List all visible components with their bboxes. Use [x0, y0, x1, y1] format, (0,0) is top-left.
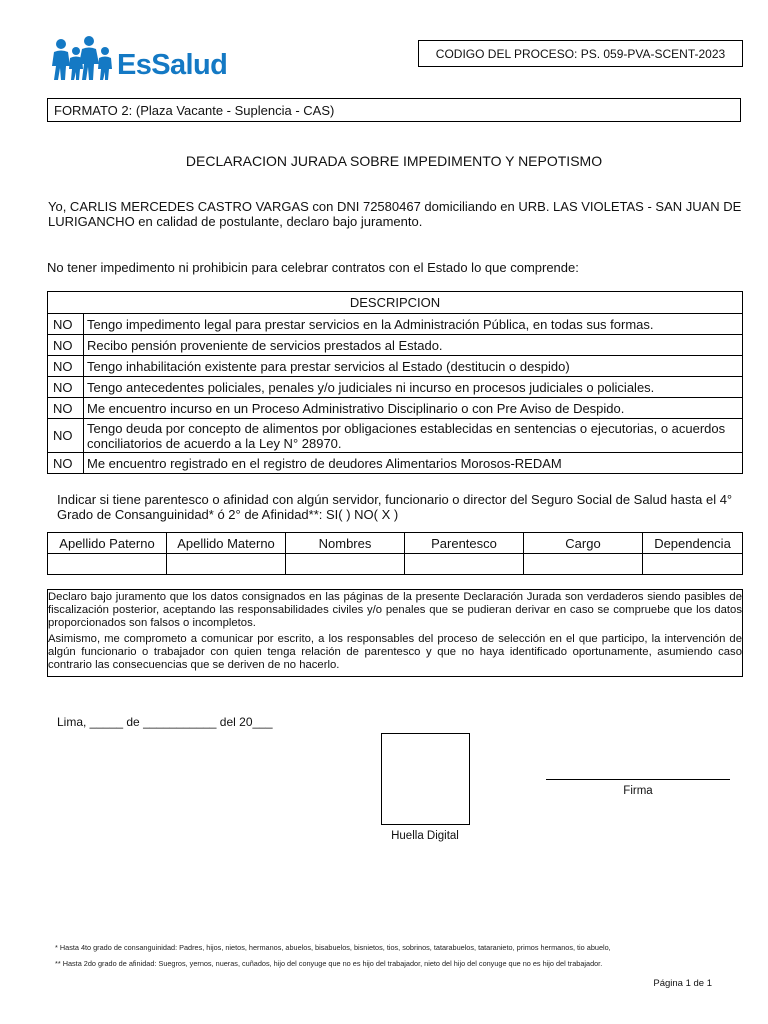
table-row — [48, 554, 743, 575]
table-cell — [643, 554, 743, 575]
column-header: Nombres — [286, 533, 405, 554]
declaracion-paragraph: Asimismo, me comprometo a comunicar por escrito, a los responsables del proceso de selección en el que participo, la intervención de algún funcionario o trabajador con quien tenga relación de parentesco y que no haya identificado oportunamente, asumiendo caso contrario las consecuencias que se deriven de no hacerlo. — [48, 633, 742, 671]
description-cell: Tengo antecedentes policiales, penales y/o judiciales ni incurso en procesos judiciales o policiales. — [84, 377, 743, 398]
answer-cell: NO — [48, 314, 84, 335]
codigo-proceso-box: CODIGO DEL PROCESO: PS. 059-PVA-SCENT-2023 — [418, 40, 743, 67]
declaracion-box — [47, 589, 743, 677]
answer-cell: NO — [48, 398, 84, 419]
table-row — [48, 419, 743, 453]
description-cell: Recibo pensión proveniente de servicios prestados al Estado. — [84, 335, 743, 356]
declaracion-paragraph: Declaro bajo juramento que los datos consignados en las páginas de la presente Declaración Jurada son verdaderos siendo pasibles de fiscalización posterior, aceptando las responsabilidades civiles y/o penales que se pudieran derivar en caso se compruebe que los datos proporcionados son falsos o incompletos. — [48, 591, 742, 629]
descripcion-table — [47, 291, 743, 474]
descripcion-header: DESCRIPCION — [48, 292, 743, 314]
essalud-logo — [52, 36, 242, 84]
intro-paragraph: Yo, CARLIS MERCEDES CASTRO VARGAS con DNI 72580467 domiciliando en URB. LAS VIOLETAS - SAN JUAN DE LURIGANCHO en calidad de postulante, declaro bajo juramento. — [48, 199, 742, 229]
column-header: Dependencia — [643, 533, 743, 554]
parentesco-question: Indicar si tiene parentesco o afinidad con algún servidor, funcionario o director del Seguro Social de Salud hasta el 4° Grado de Consanguinidad* ó 2° de Afinidad**: SI( ) NO( X ) — [57, 492, 733, 522]
answer-cell: NO — [48, 453, 84, 474]
table-row — [48, 377, 743, 398]
page-number: Página 1 de 1 — [653, 978, 712, 989]
document-title: DECLARACION JURADA SOBRE IMPEDIMENTO Y NEPOTISMO — [185, 153, 603, 169]
description-cell: Tengo impedimento legal para prestar servicios en la Administración Pública, en todas sus formas. — [84, 314, 743, 335]
family-figures-icon — [52, 36, 118, 84]
firma-label: Firma — [623, 785, 653, 797]
table-row — [48, 453, 743, 474]
column-header: Apellido Paterno — [48, 533, 167, 554]
huella-digital-box — [381, 733, 470, 825]
description-cell: Me encuentro registrado en el registro de deudores Alimentarios Morosos-REDAM — [84, 453, 743, 474]
answer-cell: NO — [48, 335, 84, 356]
lima-date-line: Lima, _____ de ___________ del 20___ — [57, 715, 273, 729]
table-cell — [524, 554, 643, 575]
table-cell — [286, 554, 405, 575]
table-row — [48, 335, 743, 356]
parentesco-table — [47, 532, 743, 575]
table-cell — [167, 554, 286, 575]
logo-text: EsSalud — [117, 49, 228, 81]
answer-cell: NO — [48, 377, 84, 398]
table-header-row — [48, 292, 743, 314]
description-cell: Tengo deuda por concepto de alimentos por obligaciones establecidas en sentencias o ejecutorias, o acuerdos conciliatorios de acuerdo a la Ley N° 28970. — [84, 419, 743, 453]
table-header-row — [48, 533, 743, 554]
column-header: Apellido Materno — [167, 533, 286, 554]
footnote-afinidad: ** Hasta 2do grado de afinidad: Suegros, yernos, nueras, cuñados, hijo del conyuge que no es hijo del trabajador, nieto del hijo del conyuge que no es hijo del trabajador. — [55, 959, 603, 968]
description-cell: Tengo inhabilitación existente para prestar servicios al Estado (destitucin o despido) — [84, 356, 743, 377]
column-header: Parentesco — [405, 533, 524, 554]
column-header: Cargo — [524, 533, 643, 554]
firma-line — [546, 779, 730, 780]
table-cell — [48, 554, 167, 575]
table-row — [48, 314, 743, 335]
table-row — [48, 398, 743, 419]
huella-digital-label: Huella Digital — [391, 830, 459, 842]
footnote-consanguinidad: * Hasta 4to grado de consanguinidad: Padres, hijos, nietos, hermanos, abuelos, bisabuelos, bisnietos, tios, sobrinos, tatarabuelos, tataranieto, primos hermanos, tio abuelo, — [55, 943, 611, 952]
answer-cell: NO — [48, 419, 84, 453]
lead-text: No tener impedimento ni prohibicin para celebrar contratos con el Estado lo que comprende: — [47, 260, 579, 275]
answer-cell: NO — [48, 356, 84, 377]
table-cell — [405, 554, 524, 575]
formato-box: FORMATO 2: (Plaza Vacante - Suplencia - CAS) — [47, 98, 741, 122]
table-row — [48, 356, 743, 377]
description-cell: Me encuentro incurso en un Proceso Administrativo Disciplinario o con Pre Aviso de Despido. — [84, 398, 743, 419]
